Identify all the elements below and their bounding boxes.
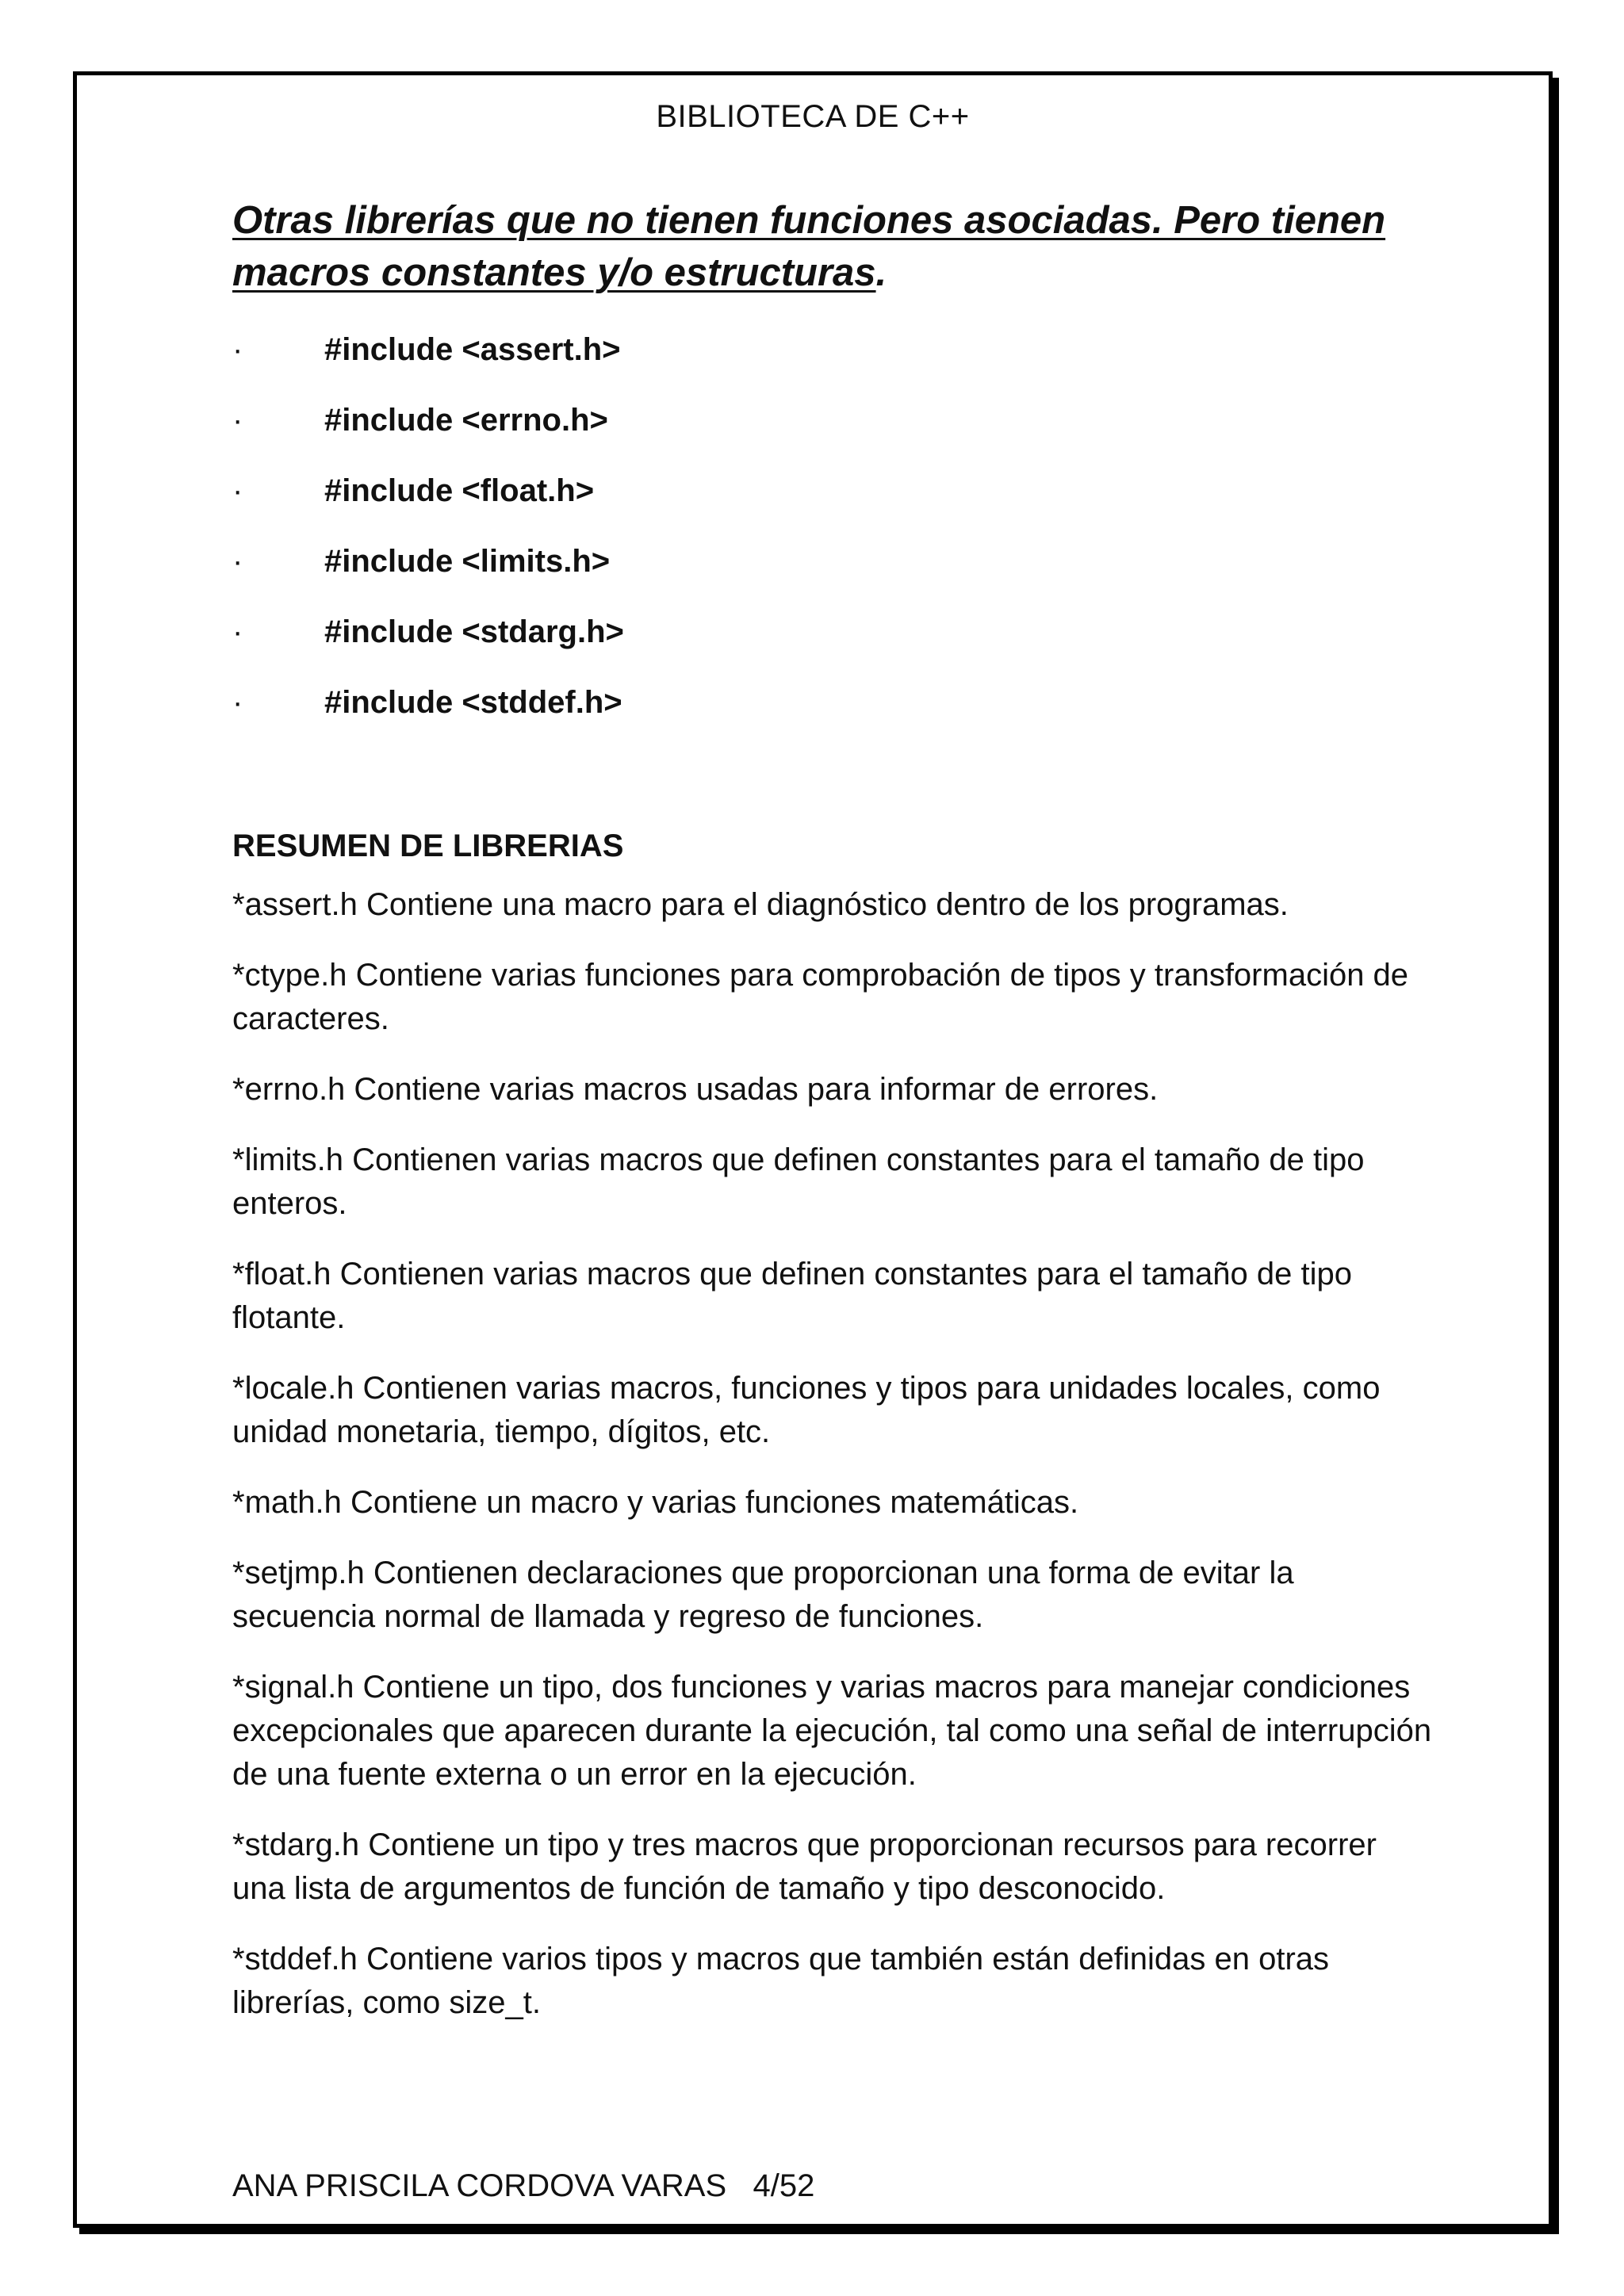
page-footer: [232, 2168, 814, 2204]
page-frame: [73, 71, 1553, 2228]
page-header: BIBLIOTECA DE C++: [656, 99, 970, 134]
include-text: #include <errno.h>: [324, 403, 608, 438]
summary-entry-signal: *signal.h Contiene un tipo, dos funciones y varias macros para manejar condiciones excepcionales que aparecen durante la ejecución, tal como una señal de interrupción de una fuente externa o un error en la ejecución.: [232, 1670, 1432, 1792]
summary-entry-math: *math.h Contiene un macro y varias funciones matemáticas.: [232, 1485, 1079, 1520]
bullet-icon: ·: [232, 544, 243, 579]
summary-entry-ctype: *ctype.h Contiene varias funciones para comprobación de tipos y transformación de caracteres.: [232, 958, 1409, 1036]
bullet-icon: ·: [232, 685, 243, 720]
summary-heading: RESUMEN DE LIBRERIAS: [232, 828, 624, 863]
bullet-icon: ·: [232, 473, 243, 508]
list-item: [232, 668, 1438, 738]
list-item: [232, 597, 1438, 668]
summary-entry-stddef: *stddef.h Contiene varios tipos y macros que también están definidas en otras librerías, como size_t.: [232, 1942, 1330, 2020]
summary-entry-errno: *errno.h Contiene varias macros usadas para informar de errores.: [232, 1072, 1159, 1107]
bullet-icon: ·: [232, 332, 243, 367]
summary-entry-limits: *limits.h Contienen varias macros que definen constantes para el tamaño de tipo enteros.: [232, 1142, 1365, 1221]
summary-entry-float: *float.h Contienen varias macros que definen constantes para el tamaño de tipo flotante.: [232, 1257, 1352, 1335]
page-content: [232, 194, 1438, 2052]
summary-entry-assert: *assert.h Contiene una macro para el diagnóstico dentro de los programas.: [232, 887, 1289, 922]
include-text: #include <float.h>: [324, 473, 595, 508]
page-number: 4/52: [753, 2168, 815, 2203]
section-title-text: Otras librerías que no tienen funciones asociadas. Pero tienen macros constantes y/o estructuras: [232, 199, 1386, 294]
summary-entry-stdarg: *stdarg.h Contiene un tipo y tres macros que proporcionan recursos para recorrer una lista de argumentos de función de tamaño y tipo desconocido.: [232, 1827, 1377, 1906]
bullet-icon: ·: [232, 403, 243, 438]
summary-entry-locale: *locale.h Contienen varias macros, funciones y tipos para unidades locales, como unidad monetaria, tiempo, dígitos, etc.: [232, 1371, 1381, 1449]
include-text: #include <assert.h>: [324, 332, 621, 367]
section-title-suffix: .: [875, 251, 887, 294]
section-title: [232, 194, 1438, 299]
include-text: #include <stdarg.h>: [324, 614, 624, 649]
list-item: [232, 385, 1438, 456]
include-text: #include <limits.h>: [324, 544, 611, 579]
list-item: [232, 315, 1438, 385]
footer-author: ANA PRISCILA CORDOVA VARAS: [232, 2168, 727, 2203]
list-item: [232, 456, 1438, 526]
include-list: [232, 315, 1438, 738]
bullet-icon: ·: [232, 614, 243, 649]
include-text: #include <stddef.h>: [324, 685, 622, 720]
list-item: [232, 526, 1438, 597]
summary-entry-setjmp: *setjmp.h Contienen declaraciones que proporcionan una forma de evitar la secuencia normal de llamada y regreso de funciones.: [232, 1556, 1294, 1634]
